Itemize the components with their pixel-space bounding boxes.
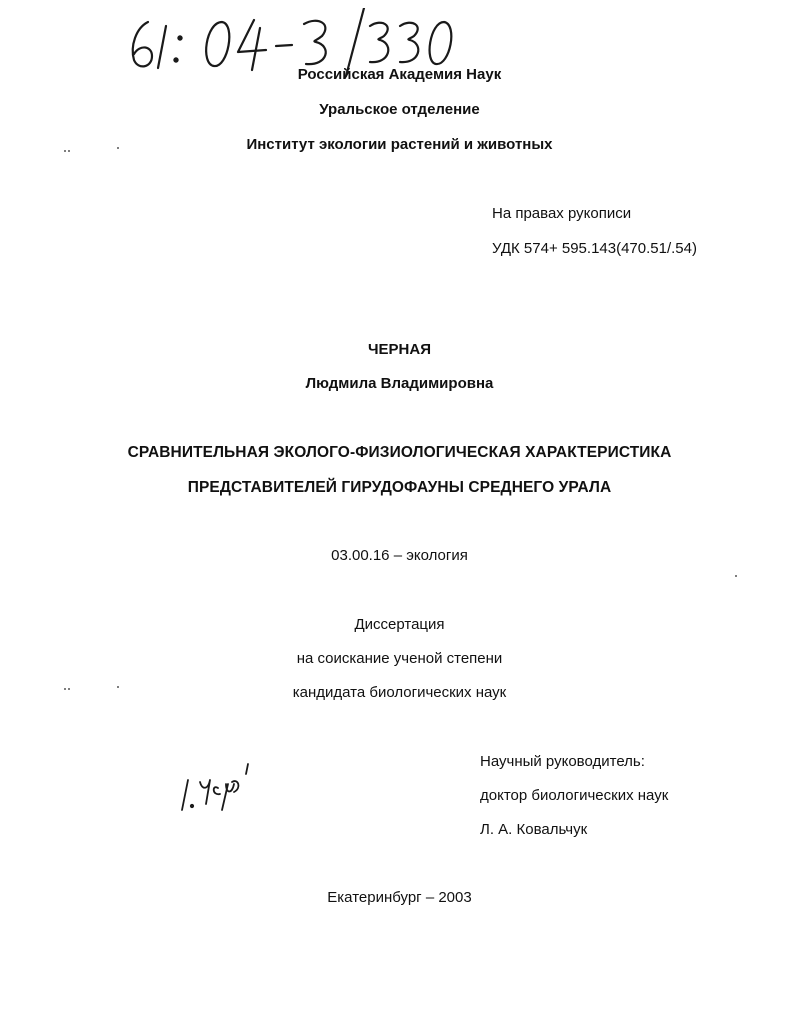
degree-line-2: на соискание ученой степени [296, 650, 503, 667]
scan-speck [64, 688, 66, 690]
branch-name: Уральское отделение [319, 101, 480, 118]
author-given-names: Людмила Владимировна [305, 375, 494, 392]
degree-line-1: Диссертация [354, 616, 445, 633]
scan-speck [117, 147, 119, 149]
handwritten-note [178, 760, 258, 816]
udc-code: УДК 574+ 595.143(470.51/.54) [492, 240, 697, 257]
supervisor-label: Научный руководитель: [480, 753, 645, 770]
scan-speck [68, 688, 70, 690]
supervisor-degree: доктор биологических наук [480, 787, 669, 804]
scan-speck [117, 686, 119, 688]
degree-line-3: кандидата биологических наук [292, 684, 507, 701]
scan-speck [735, 575, 737, 577]
scan-speck [68, 150, 70, 152]
supervisor-name: Л. А. Ковальчук [480, 821, 588, 838]
author-surname: ЧЕРНАЯ [368, 341, 431, 358]
dissertation-title-line-1: СРАВНИТЕЛЬНАЯ ЭКОЛОГО-ФИЗИОЛОГИЧЕСКАЯ ХАРАКТЕРИСТИКА [127, 444, 672, 461]
manuscript-rights: На правах рукописи [492, 205, 632, 222]
specialty-code: 03.00.16 – экология [331, 547, 468, 564]
academy-name: Российская Академия Наук [297, 66, 502, 83]
city-year: Екатеринбург – 2003 [327, 889, 472, 906]
dissertation-title-line-2: ПРЕДСТАВИТЕЛЕЙ ГИРУДОФАУНЫ СРЕДНЕГО УРАЛА [187, 479, 612, 496]
scan-speck [64, 150, 66, 152]
institute-name: Институт экологии растений и животных [246, 136, 553, 153]
